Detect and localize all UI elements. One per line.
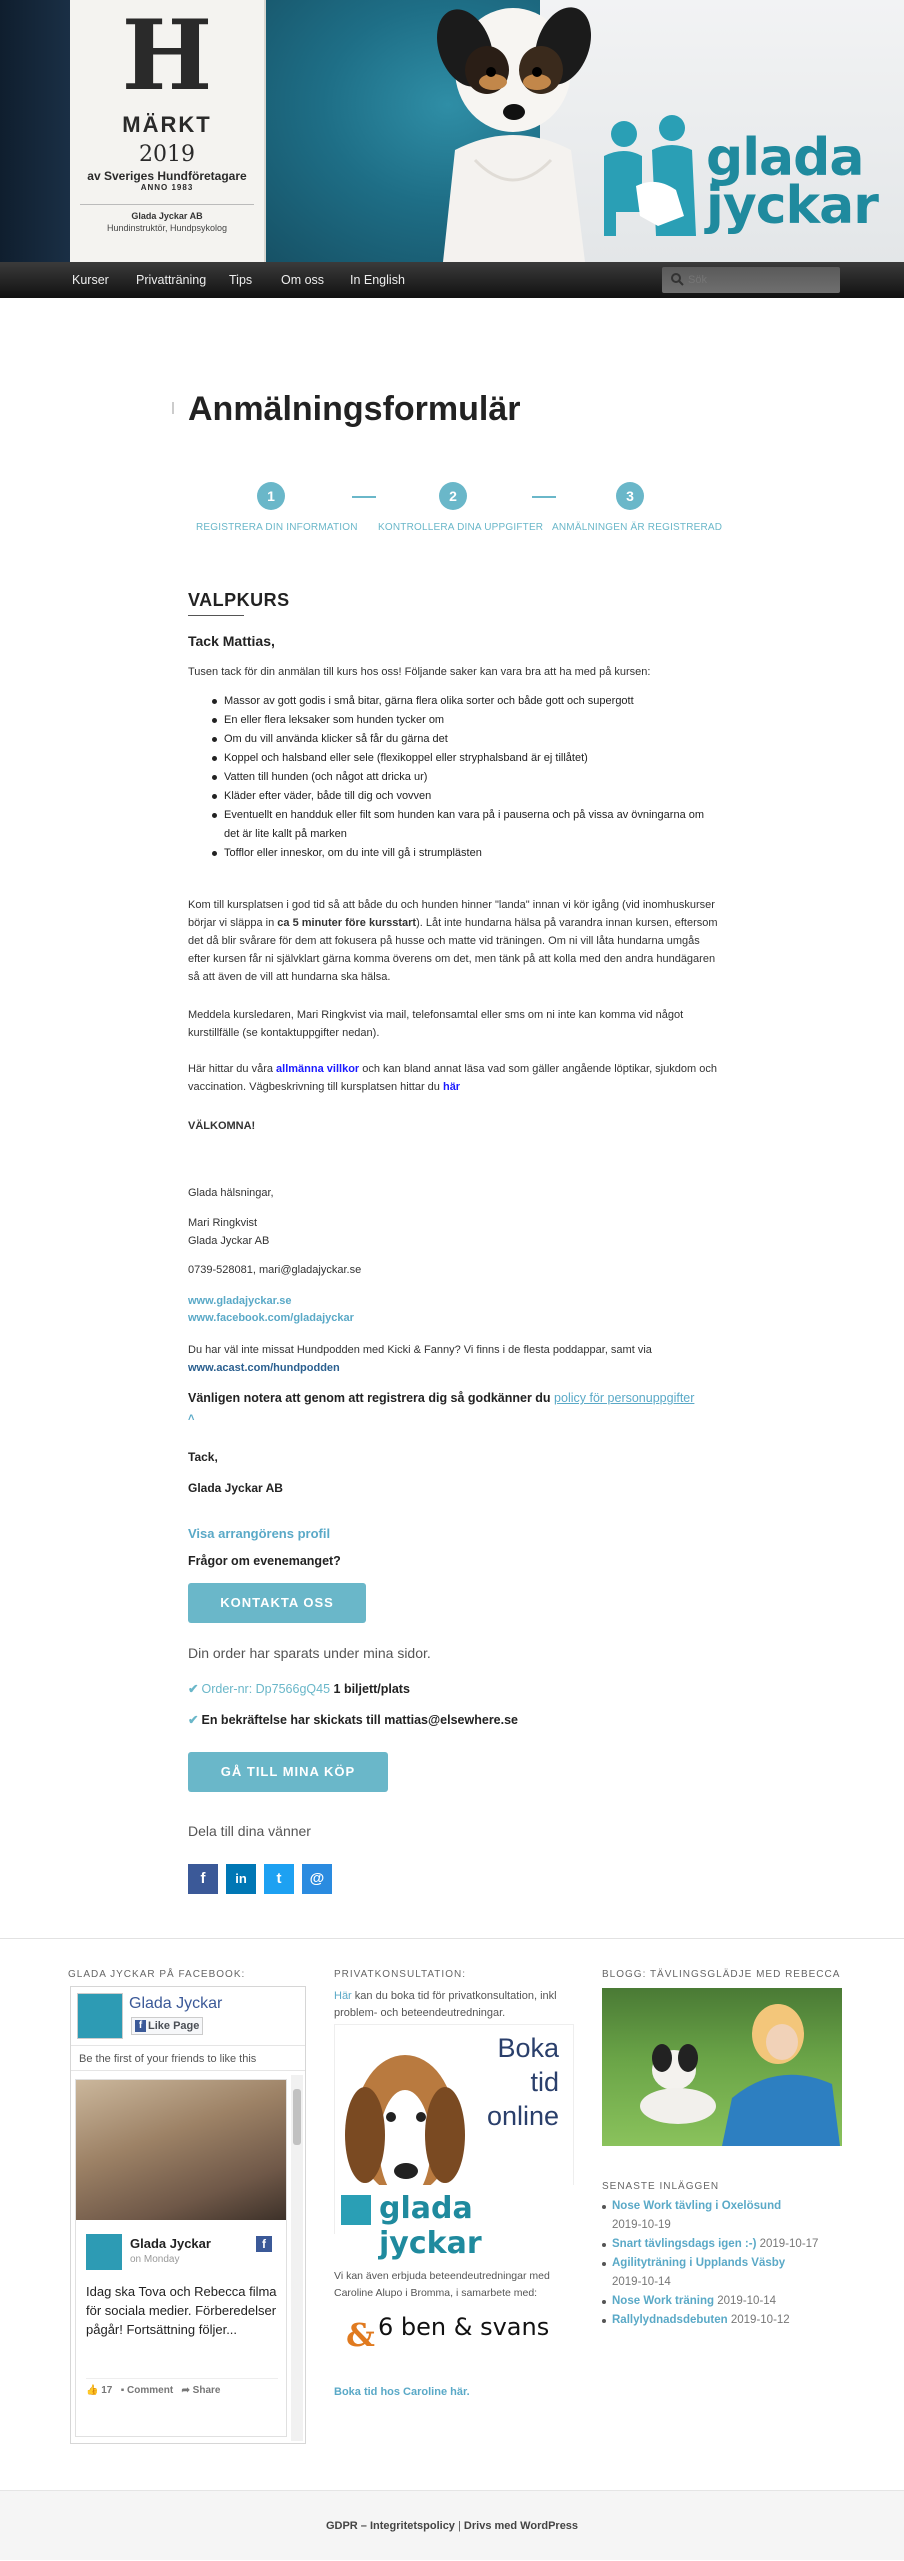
list-item: Kläder efter väder, både till dig och vovven	[212, 787, 720, 806]
terms-link[interactable]: allmänna villkor	[276, 1063, 360, 1075]
order-line	[188, 1680, 720, 1698]
partner-logo[interactable]: & 6 ben & svans	[334, 2310, 570, 2374]
list-item: Massor av gott godis i små bitar, gärna flera olika sorter och både gott och supergott	[212, 692, 720, 711]
confirmation-email: mattias@elsewhere.se	[384, 1713, 519, 1727]
banner-logo-text: glada jyckar	[379, 2191, 482, 2261]
contact-info: 0739-528081, mari@gladajyckar.se	[188, 1264, 362, 1276]
divider	[188, 615, 244, 616]
dog-photo	[395, 0, 625, 262]
behaviour-text: Vi kan även erbjuda beteendeutredningar med Caroline Alupo i Bromma, i samarbete med:	[334, 2270, 550, 2299]
search-input[interactable]	[688, 267, 838, 293]
nav-item-om-oss[interactable]: Om oss	[281, 273, 325, 287]
private-booking-link[interactable]: Här	[334, 1990, 352, 2002]
privacy-notice: Vänligen notera att genom att registrera dig så godkänner du policy för personuppgifter	[188, 1391, 695, 1405]
list-item: Koppel och halsband eller sele (flexikoppel eller stryphalsband är ej tillåtet)	[212, 749, 720, 768]
check-icon: ✔	[188, 1682, 199, 1696]
step-3-label: ANMÄLNINGEN ÄR REGISTRERAD	[552, 522, 723, 533]
step-2-label: KONTROLLERA DINA UPPGIFTER	[378, 522, 544, 533]
nav-item-privattraning[interactable]: Privatträning	[136, 273, 207, 287]
directions-link[interactable]: här	[442, 1081, 461, 1093]
order-number: Order-nr: Dp7566gQ45	[201, 1682, 331, 1696]
confirmation-line: ✔ En bekräftelse har skickats till mattias@elsewhere.se	[188, 1713, 519, 1727]
like-page-button[interactable]: f Like Page	[131, 2017, 203, 2035]
badge-title: MÄRKT	[122, 112, 212, 137]
list-item: Eventuellt en handduk eller filt som hunden kan vara på i pauserna och på vissa av övningarna om det är lite kallt på marken	[212, 806, 720, 844]
list-item: Om du vill använda klicker så får du gärna det	[212, 730, 720, 749]
site-footer	[0, 2490, 904, 2560]
facebook-widget	[70, 1986, 306, 2444]
website-link[interactable]: www.gladajyckar.se	[188, 1295, 292, 1307]
list-item: En eller flera leksaker som hunden tycker om	[212, 711, 720, 730]
fb-friends-text: Be the first of your friends to like this	[71, 2045, 305, 2071]
facebook-widget-title: GLADA JYCKAR PÅ FACEBOOK:	[68, 1969, 246, 1980]
list-item	[602, 2311, 872, 2330]
page-avatar	[77, 1993, 123, 2039]
search-icon	[670, 272, 684, 286]
comment-icon: ▪	[120, 2385, 128, 2396]
terms-paragraph: Här hittar du våra allmänna villkor och kan bland annat läsa vad som gäller angående löptikar, sjukdom och vaccination. Vägbeskrivning till kursplatsen hittar du här	[188, 1063, 717, 1093]
nav-item-kurser[interactable]: Kurser	[72, 273, 109, 287]
regards-text: Glada hälsningar,	[188, 1187, 274, 1199]
partner-name: 6 ben & svans	[378, 2313, 550, 2341]
facebook-link[interactable]: www.facebook.com/gladajyckar	[188, 1312, 354, 1324]
badge-subtitle: Hundinstruktör, Hundpsykolog	[106, 223, 228, 233]
post-link[interactable]: Snart tävlingsdags igen :-)	[612, 2238, 757, 2250]
recent-posts-title: SENASTE INLÄGGEN	[602, 2181, 720, 2192]
order-tickets: 1 biljett/plats	[333, 1682, 410, 1696]
welcome-text: VÄLKOMNA!	[188, 1120, 256, 1132]
step-connector	[352, 496, 376, 498]
badge-company: Glada Jyckar AB	[80, 204, 254, 221]
absence-paragraph: Meddela kursledaren, Mari Ringkvist via mail, telefonsamtal eller sms om ni inte kan komma vid något kurstillfälle (se kontaktuppgifter nedan).	[188, 1009, 684, 1039]
post-link[interactable]: Rallylydnadsdebuten	[612, 2314, 728, 2326]
linkedin-icon: in	[235, 1871, 247, 1886]
post-link[interactable]: Nose Work tävling i Oxelösund	[612, 2200, 782, 2212]
avatar	[86, 2234, 122, 2270]
list-item	[602, 2235, 872, 2254]
private-widget-title: PRIVATKONSULTATION:	[334, 1969, 466, 1980]
questions-label: Frågor om evenemanget?	[188, 1554, 341, 1568]
step-2	[378, 482, 544, 533]
signer-company: Glada Jyckar AB	[188, 1235, 270, 1247]
badge-anno: ANNO 1983	[140, 183, 194, 192]
scrollbar[interactable]	[291, 2075, 303, 2441]
share-button[interactable]: Share	[192, 2385, 221, 2396]
nav-item-in-english[interactable]: In English	[350, 273, 405, 287]
arrival-paragraph: Kom till kursplatsen i god tid så att både du och hunden hinner "landa" innan vi kör igång (vid inomhuskurser börjar vi släppa in ca 5 minuter före kursstart). Låt inte hundarna hälsa på varandra innan kursen, eftersom det då blir svårare för dem att fokusera på husse och matte vid träningen. Om ni vill låta hundarna umgås efter kursen får ni självklart gärna komma överens om det, men tänk på att kolla med den andra hundägaren så att även de vill att hundarna ska hälsa.	[188, 899, 718, 983]
thanks-company: Glada Jyckar AB	[188, 1481, 283, 1495]
check-icon: ✔	[188, 1713, 199, 1727]
order-saved-text: Din order har sparats under mina sidor.	[188, 1645, 431, 1661]
step-3	[552, 482, 723, 533]
recent-posts-list	[602, 2197, 872, 2330]
page-title: Anmälningsformulär	[188, 390, 521, 428]
share-label: Dela till dina vänner	[188, 1823, 311, 1839]
step-1-number: 1	[257, 482, 285, 510]
private-text: Här kan du boka tid för privatkonsultation, inkl problem- och beteendeutredningar.	[334, 1990, 557, 2019]
course-title: VALPKURS	[188, 590, 290, 610]
my-purchases-button[interactable]: GÅ TILL MINA KÖP	[188, 1752, 388, 1792]
wordpress-link[interactable]: Drivs med WordPress	[463, 2520, 579, 2532]
privacy-policy-link[interactable]: policy för personuppgifter	[554, 1391, 695, 1405]
facebook-icon: f	[256, 2236, 272, 2252]
signer-name: Mari Ringkvist	[188, 1217, 258, 1229]
badge-letter: H	[121, 0, 213, 112]
email-icon: @	[309, 1870, 325, 1887]
list-item	[602, 2292, 872, 2311]
like-icon: 👍	[86, 2385, 102, 2396]
list-item: Vatten till hunden (och något att dricka ur)	[212, 768, 720, 787]
post-author[interactable]: Glada Jyckar	[130, 2236, 211, 2251]
podcast-link[interactable]: www.acast.com/hundpodden	[188, 1362, 340, 1374]
post-date: 2019-10-14	[717, 2295, 777, 2307]
list-item	[602, 2254, 872, 2292]
twitter-icon: t	[276, 1870, 282, 1887]
twitter-share-button[interactable]	[264, 1864, 294, 1894]
post-date: 2019-10-14	[612, 2276, 671, 2288]
booking-text: Boka tid online	[486, 2033, 559, 2131]
caroline-booking-link[interactable]: Boka tid hos Caroline här.	[334, 2386, 470, 2398]
greeting: Tack Mattias,	[188, 633, 275, 649]
badge-year: 2019	[139, 142, 195, 167]
list-item	[602, 2197, 872, 2235]
post-time: on Monday	[130, 2254, 180, 2265]
post-link[interactable]: Nose Work träning	[612, 2295, 715, 2307]
post-text: Idag ska Tova och Rebecca filma för sociala medier. Förberedelser pågår! Fortsättning följer...	[86, 2284, 277, 2337]
footer-separator: |	[458, 2520, 461, 2532]
step-2-number: 2	[439, 482, 467, 510]
share-icon: ➦	[181, 2385, 193, 2396]
facebook-icon: f	[200, 1870, 206, 1887]
thanks-text: Tack,	[188, 1450, 218, 1464]
post-link[interactable]: Agilityträning i Upplands Väsby	[612, 2257, 786, 2269]
packing-list	[212, 692, 720, 863]
step-1	[196, 482, 358, 533]
header-banner	[0, 0, 904, 262]
certification-badge	[70, 0, 266, 262]
organizer-profile-link[interactable]: Visa arrangörens profil	[188, 1526, 331, 1541]
intro-text: Tusen tack för din anmälan till kurs hos oss! Följande saker kan vara bra att ha med på kursen:	[188, 666, 651, 678]
gdpr-link[interactable]: GDPR – Integritetspolicy	[325, 2520, 455, 2532]
comment-button[interactable]: Comment	[127, 2385, 174, 2396]
booking-banner[interactable]	[334, 2024, 574, 2261]
linkedin-share-button[interactable]	[226, 1864, 256, 1894]
like-count[interactable]: 17	[101, 2385, 113, 2396]
nav-item-tips[interactable]: Tips	[229, 273, 253, 287]
contact-button[interactable]: KONTAKTA OSS	[188, 1583, 366, 1623]
badge-by: av Sveriges Hundföretagare	[87, 169, 247, 183]
facebook-share-button[interactable]	[188, 1864, 218, 1894]
email-share-button[interactable]	[302, 1864, 332, 1894]
logo-text: glada jyckar	[706, 128, 878, 236]
post-actions	[86, 2378, 278, 2396]
fb-page-name[interactable]: Glada Jyckar	[129, 1995, 223, 2012]
post-date: 2019-10-12	[730, 2314, 790, 2326]
post-date: 2019-10-17	[759, 2238, 819, 2250]
step-3-number: 3	[616, 482, 644, 510]
list-item: Tofflor eller inneskor, om du inte vill gå i strumplästen	[212, 844, 720, 863]
fb-post	[75, 2079, 287, 2437]
post-photo[interactable]	[76, 2080, 286, 2220]
post-date: 2019-10-19	[612, 2219, 671, 2231]
podcast-paragraph: Du har väl inte missat Hundpodden med Kicki & Fanny? Vi finns i de flesta poddappar, samt via www.acast.com/hundpodden	[188, 1344, 652, 1374]
blog-widget-title: BLOGG: TÄVLINGSGLÄDJE MED REBECCA	[602, 1969, 841, 1980]
step-1-label: REGISTRERA DIN INFORMATION	[196, 522, 358, 533]
blog-photo[interactable]	[602, 1988, 842, 2146]
search-box	[662, 267, 840, 293]
